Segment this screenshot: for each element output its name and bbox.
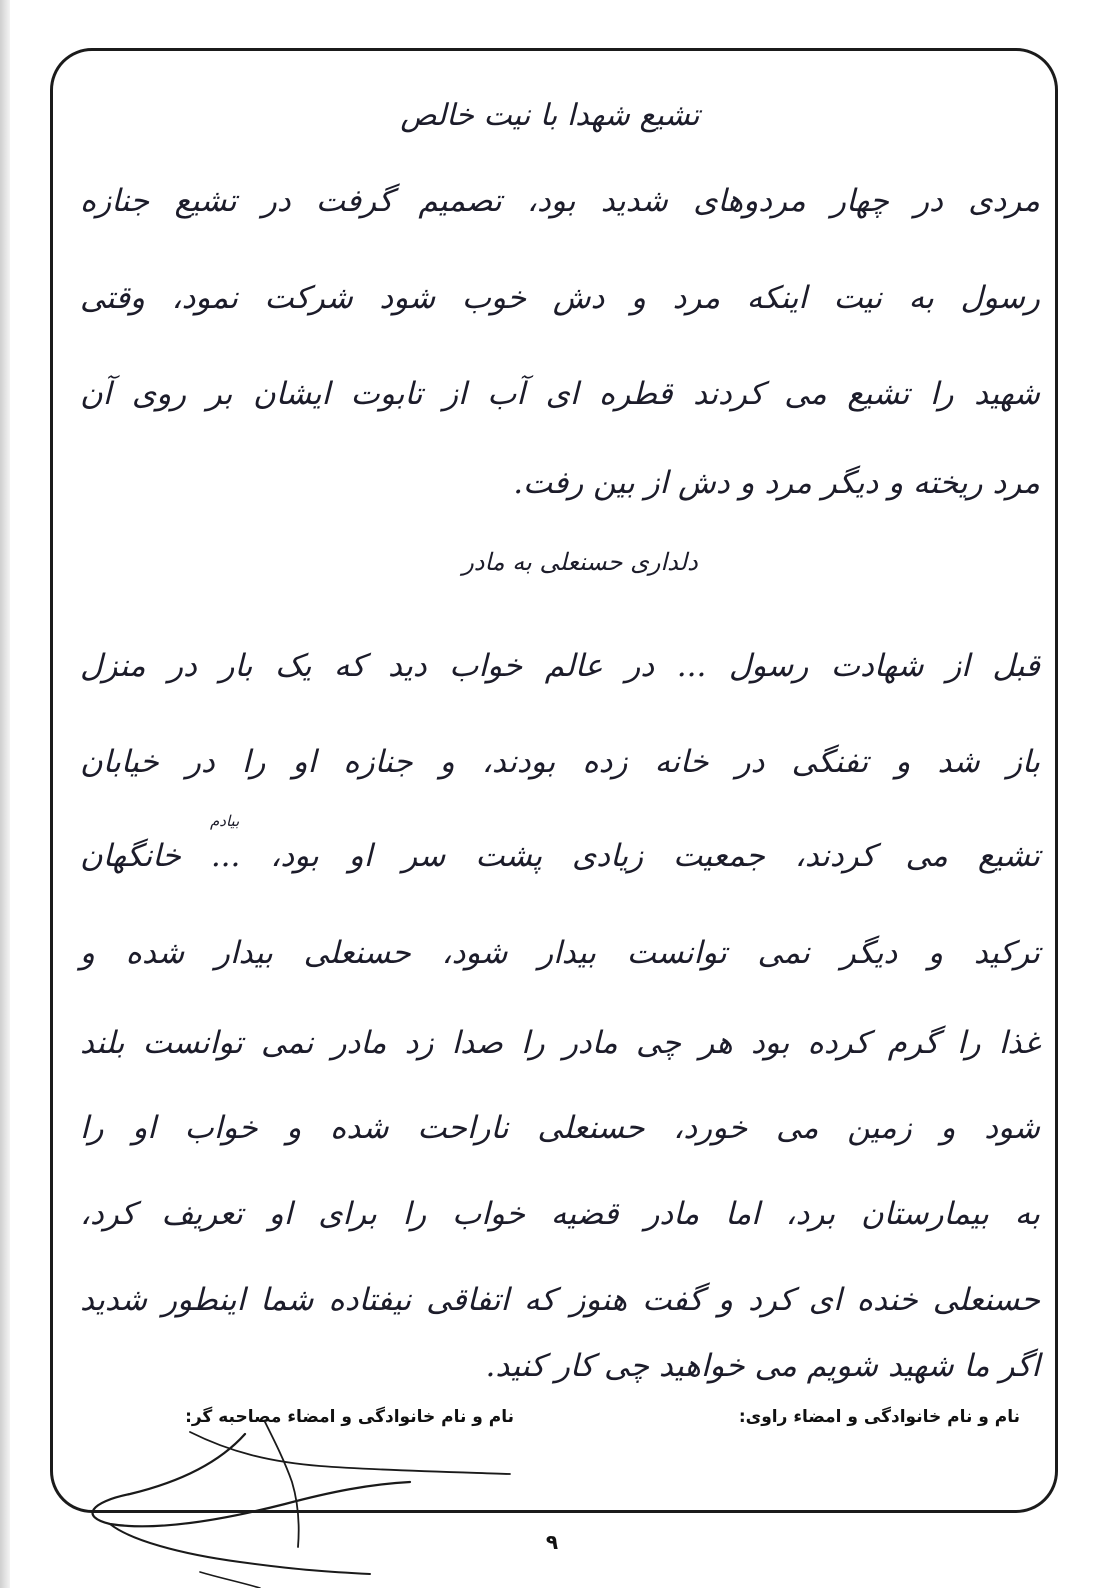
section2-line-6: شود و زمین می خورد، حسنعلی ناراحت شده و خواب او را bbox=[80, 1110, 1040, 1146]
section2-line-7: به بیمارستان برد، اما مادر قضیه خواب را برای او تعریف کرد، bbox=[80, 1196, 1040, 1232]
margin-note: بیادم bbox=[210, 812, 240, 830]
page-number: ۹ bbox=[545, 1530, 559, 1554]
page-edge-shadow bbox=[0, 0, 10, 1588]
section2-line-1: قبل از شهادت رسول ... در عالم خواب دید که یک بار در منزل bbox=[80, 648, 1040, 684]
section1-line-2: رسول به نیت اینکه مرد و دش خوب شود شرکت نمود، وقتی bbox=[80, 280, 1040, 316]
section1-line-3: شهید را تشیع می کردند قطره ای آب از تابوت ایشان بر روی آن bbox=[80, 376, 1040, 412]
section2-line-4: ترکید و دیگر نمی توانست بیدار شود، حسنعلی بیدار شده و bbox=[80, 935, 1040, 971]
section2-line-5: غذا را گرم کرده بود هر چی مادر را صدا زد مادر نمی توانست بلند bbox=[80, 1025, 1040, 1061]
handwritten-signature bbox=[70, 1422, 540, 1588]
section1-line-1: مردی در چهار مردوهای شدید بود، تصمیم گرفت در تشیع جنازه bbox=[80, 183, 1040, 219]
narrator-signature-label: نام و نام خانوادگی و امضاء راوی: bbox=[738, 1407, 1020, 1427]
section2-line-3: تشیع می کردند، جمعیت زیادی پشت سر او بود، ... خانگهان bbox=[80, 838, 1040, 874]
section2-line-9: اگر ما شهید شویم می خواهید چی کار کنید. bbox=[485, 1348, 1040, 1384]
interviewer-signature-label: نام و نام خانوادگی و امضاء مصاحبه گر: bbox=[185, 1407, 514, 1427]
section2-subtitle: دلداری حسنعلی به مادر bbox=[462, 548, 698, 576]
section2-line-8: حسنعلی خنده ای کرد و گفت هنوز که اتفاقی نیفتاده شما اینطور شدید bbox=[80, 1282, 1040, 1318]
section1-line-4: مرد ریخته و دیگر مرد و دش از بین رفت. bbox=[513, 465, 1040, 501]
section2-line-2: باز شد و تفنگی در خانه زده بودند، و جنازه او را در خیابان bbox=[80, 744, 1040, 780]
document-title: تشیع شهدا با نیت خالص bbox=[400, 98, 700, 133]
